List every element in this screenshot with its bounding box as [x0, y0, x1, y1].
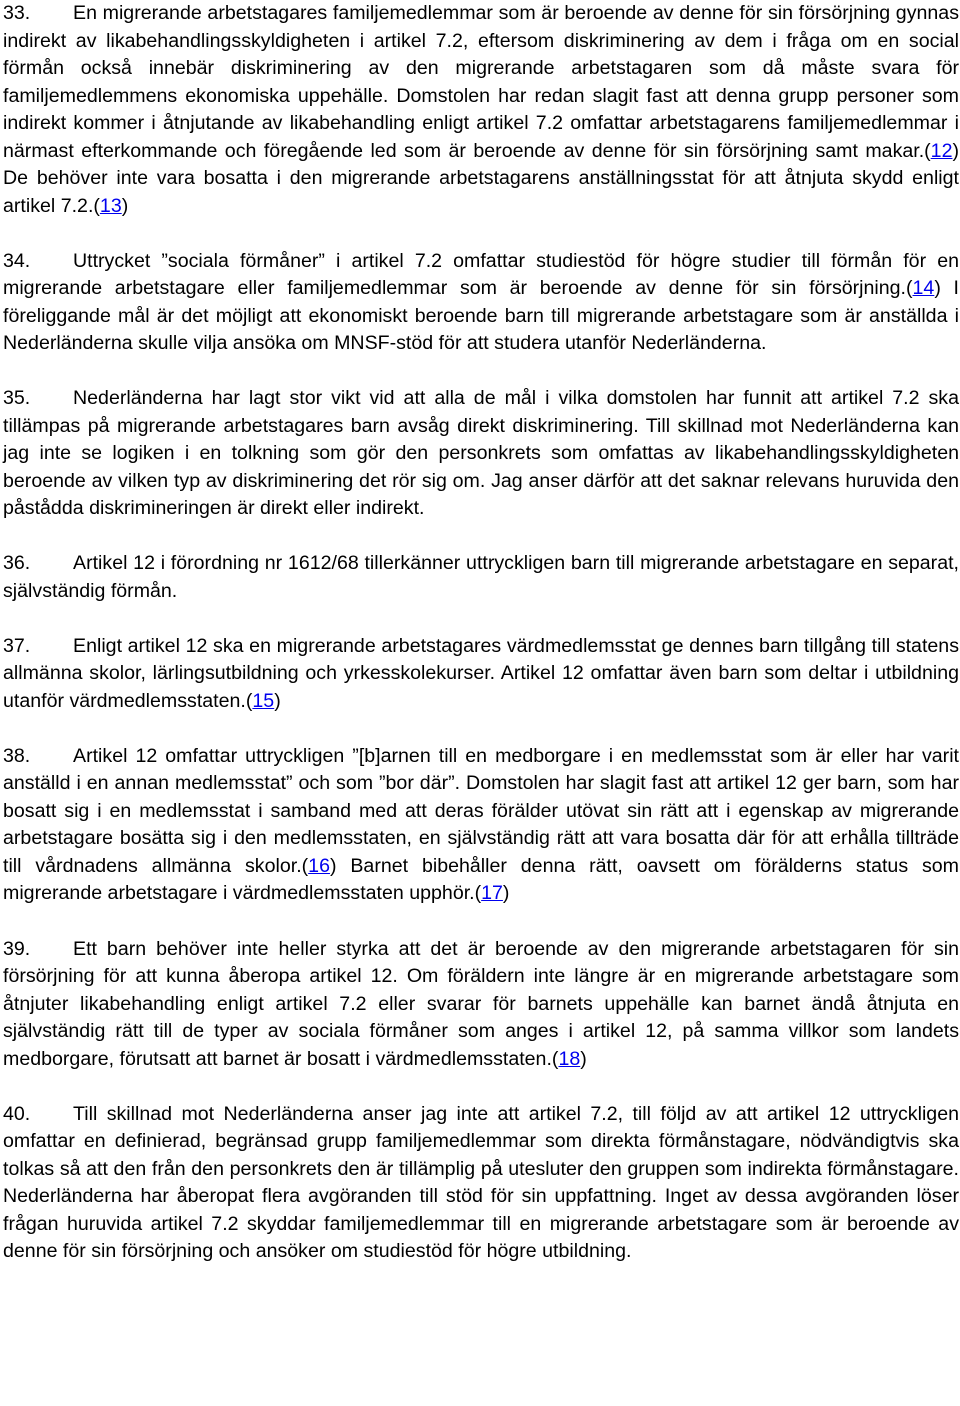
paragraph-text: Artikel 12 i förordning nr 1612/68 tillerkänner uttryckligen barn till migrerande arbetstagare en separat, självständig förmån.	[3, 552, 959, 602]
paragraph-text: ) Barnet bibehåller denna rätt, oavsett om förälderns status som migrerande arbetstagare i värdmedlemsstaten upphör.(	[3, 854, 960, 905]
paragraph	[3, 1101, 959, 1266]
paragraph-text: Till skillnad mot Nederländerna anser jag inte att artikel 7.2, till följd av att artikel 12 uttryckligen omfattar en definierad, begränsad grupp familjemedlemmar som direkta förmånstagare, nödvändigtvis ska tolkas så att den från den personkrets den är tillämplig på utesluter den gruppen som indirekta förmånstagare. Nederländerna har åberopat flera avgöranden till stöd för sin uppfattning. Inget av dessa avgöranden löser frågan huruvida artikel 7.2 skyddar familjemedlemmar till en migrerande arbetstagare som är beroende av denne för sin försörjning och ansöker om studiestöd för högre utbildning.	[3, 1102, 959, 1263]
footnote-link[interactable]: 18	[558, 1047, 581, 1070]
document-page	[3, 0, 959, 1293]
paragraph-text: )	[121, 194, 129, 217]
paragraph-text: Uttrycket ”sociala förmåner” i artikel 7.2 omfattar studiestöd för högre studier till förmån för en migrerande arbetstagare eller familjemedlemmar som är beroende av denne för sin försörjning.(	[3, 249, 959, 300]
paragraph-number: 36.	[3, 552, 31, 575]
paragraph-number: 33.	[3, 2, 31, 24]
paragraph-text: Nederländerna har lagt stor vikt vid att alla de mål i vilka domstolen har funnit att artikel 7.2 ska tillämpas på migrerande arbetstagares barn avsåg direkt diskriminering. Till skillnad mot Nederländerna kan jag inte se logiken i en tolkning som gör den personkrets som omfattas av likabehandlingsskyldigheten beroende av vilken typ av diskriminering det rör sig om. Jag anser därför att det saknar relevans huruvida den påstådda diskrimineringen är direkt eller indirekt.	[3, 387, 959, 520]
paragraph-number: 34.	[3, 249, 31, 272]
paragraph-text: En migrerande arbetstagares familjemedlemmar som är beroende av denne för sin försörjning gynnas indirekt av likabehandlingsskyldigheten i artikel 7.2, eftersom diskriminering av dem i fråga om en social förmån också innebär diskriminering av den migrerande arbetstagaren som då måste svara för familjemedlemmens ekonomiska uppehälle. Domstolen har redan slagit fast att denna grupp personer som indirekt kommer i åtnjutande av likabehandling enligt artikel 7.2 omfattar arbetstagarens familjemedlemmar i närmast efterkommande och föregående led som är beroende av denne för sin försörjning samt makar.(	[3, 2, 959, 162]
paragraph	[3, 0, 959, 220]
paragraph	[3, 550, 959, 605]
paragraph-text: Enligt artikel 12 ska en migrerande arbetstagares värdmedlemsstat ge dennes barn tillgång till statens allmänna skolor, lärlingsutbildning och yrkesskolekurser. Artikel 12 omfattar även barn som deltar i utbildning utanför värdmedlemsstaten.(	[3, 634, 959, 712]
paragraph-text: )	[502, 882, 510, 905]
paragraph-text: ) De behöver inte vara bosatta i den migrerande arbetstagarens anställningsstat för att åtnjuta skydd enligt artikel 7.2.(	[3, 139, 959, 217]
footnote-link[interactable]: 12	[930, 139, 953, 162]
paragraph-number: 38.	[3, 744, 31, 767]
footnote-link[interactable]: 15	[252, 689, 275, 712]
paragraph-number: 40.	[3, 1102, 31, 1125]
paragraph	[3, 743, 959, 908]
footnote-link[interactable]: 16	[308, 854, 330, 877]
footnote-link[interactable]: 14	[912, 277, 935, 300]
paragraph	[3, 936, 959, 1074]
paragraph-text: Ett barn behöver inte heller styrka att det är beroende av den migrerande arbetstagaren för sin försörjning för att kunna åberopa artikel 12. Om föräldern inte längre är en migrerande arbetstagare som åtnjuter likabehandling enligt artikel 7.2 eller svarar för barnets uppehälle kan barnet ändå åtnjuta en självständig rätt till de typer av sociala förmåner som anges i artikel 12, på samma villkor som landets medborgare, förutsatt att barnet är bosatt i värdmedlemsstaten.(	[3, 937, 959, 1070]
footnote-link[interactable]: 13	[99, 194, 122, 217]
paragraph-text: ) I föreliggande mål är det möjligt att ekonomiskt beroende barn till migrerande arbetstagare som är anställda i Nederländerna skulle vilja ansöka om MNSF-stöd för att studera utanför Nederländerna.	[3, 277, 959, 355]
paragraph	[3, 385, 959, 523]
paragraph	[3, 633, 959, 716]
footnote-link[interactable]: 17	[481, 882, 503, 905]
paragraph-text: Artikel 12 omfattar uttryckligen ”[b]arnen till en medborgare i en medlemsstat som är eller har varit anställd i en annan medlemsstat” och som ”bor där”. Domstolen har slagit fast att artikel 12 ger barn, som har bosatt sig i en medlemsstat i samband med att deras förälder utövat sin rätt att i egenskap av migrerande arbetstagare bosätta sig i den medlemsstaten, en självständig rätt att vara bosatta där för att erhålla tillträde till vårdnadens allmänna skolor.(	[3, 744, 959, 877]
paragraph	[3, 248, 959, 358]
paragraph-number: 39.	[3, 937, 31, 960]
paragraph-text: )	[274, 689, 281, 712]
paragraph-number: 35.	[3, 387, 31, 410]
paragraph-number: 37.	[3, 634, 31, 657]
paragraph-text: )	[580, 1047, 587, 1070]
